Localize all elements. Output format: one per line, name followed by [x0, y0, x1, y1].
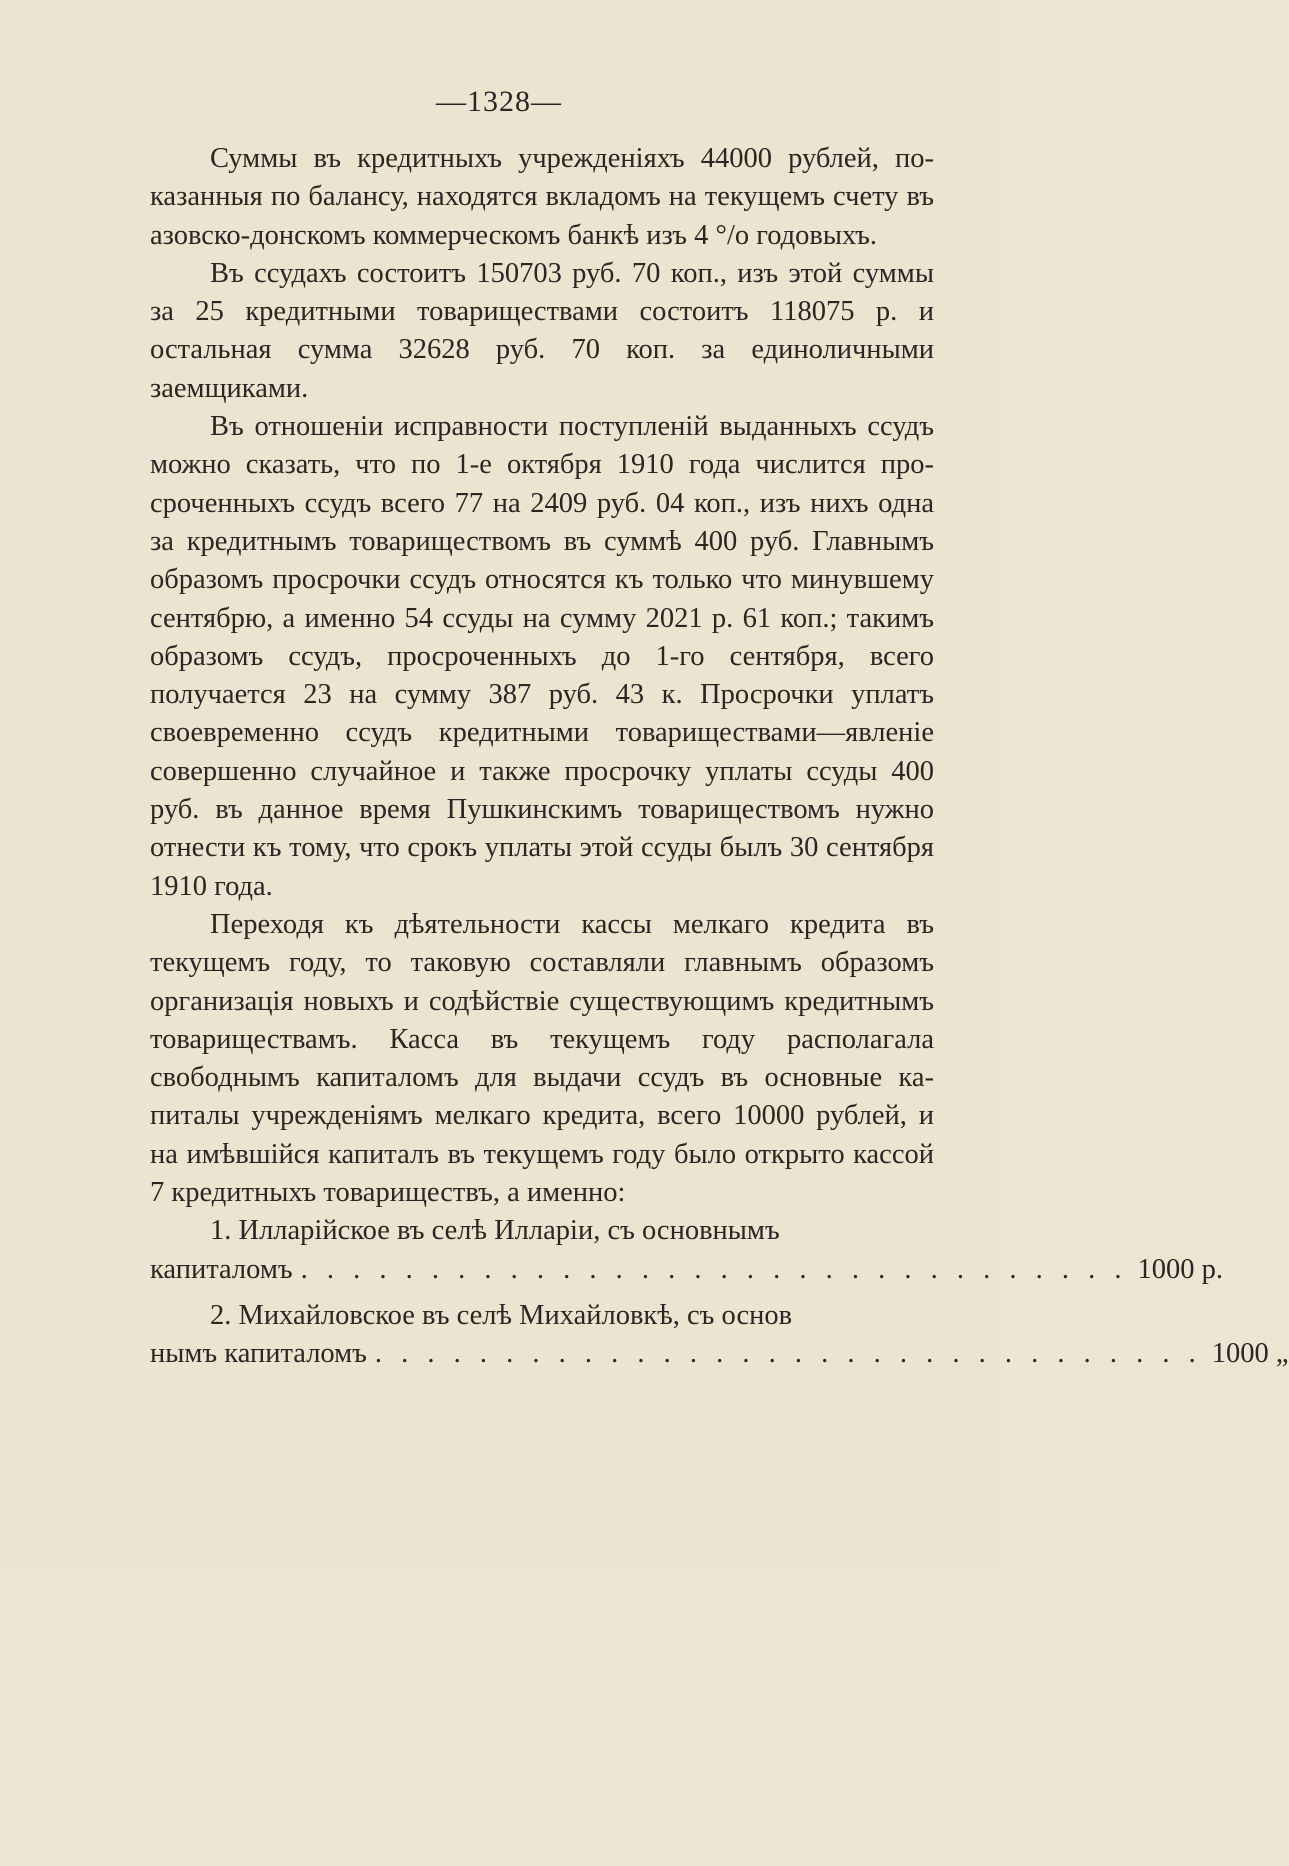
page-body — [150, 140, 1289, 1374]
list-item-title: 2. Михайловское въ селѣ Михайловкѣ, съ основ — [210, 1299, 793, 1331]
paragraph-loans: Въ ссудахъ состоитъ 150703 руб. 70 коп., изъ этой суммы за 25 кредитными товариществами состоитъ 118075 р. и остальная сумма 32628 руб. 70 коп. за единоличными заемщиками. — [150, 257, 934, 404]
list-item-continuation: капиталомъ — [150, 1253, 293, 1285]
list-item-illariyskoe — [150, 1212, 1223, 1289]
paragraph-small-credit-activity: Переходя къ дѣятельности кассы мелкаго кредита въ текущемъ году, то таковую составляли главнымъ образомъ организація новыхъ и содѣйствіе существующимъ кредитнымъ товариществамъ. Касса въ текущемъ году располагала свободнымъ капиталомъ для выдачи ссудъ въ основные капиталы учрежденіямъ мелкаго кредита, всего 10000 рублей, и на имѣвшійся капиталъ въ текущемъ году было открыто кассой 7 кредитныхъ товариществъ, а именно: — [150, 908, 934, 1209]
list-item-title: 1. Илларійское въ селѣ Илларіи, съ основнымъ — [210, 1215, 780, 1247]
list-item-amount-line — [150, 1335, 1289, 1373]
paragraph-overdue-loans: Въ отношеніи исправности поступленій выданныхъ ссудъ можно сказать, что по 1-е октября 1910 года числится просроченныхъ ссудъ всего 77 на 2409 руб. 04 коп., изъ нихъ одна за кредитнымъ товариществомъ въ суммѣ 400 руб. Главнымъ образомъ просрочки ссудъ относятся къ только что минувшему сентябрю, а именно 54 ссуды на сумму 2021 р. 61 коп.; такимъ образомъ ссудъ, просроченныхъ до 1-го сентября, всего получается 23 на сумму 387 руб. 43 к. Просрочки уплатъ своевременно ссудъ кредитными товариществами—явленіе совершенно случайное и также просрочку уплаты ссуды 400 руб. въ данное время Пушкинскимъ товариществомъ нужно отнести къ тому, что срокъ уплаты этой ссуды былъ 30 сентября 1910 года. — [150, 411, 934, 902]
paragraph-credit-institutions: Суммы въ кредитныхъ учрежденіяхъ 44000 рублей, показанныя по балансу, находятся вкладомъ на текущемъ счету въ азовско-донскомъ коммерческомъ банкѣ изъ 4 °/о годовыхъ. — [150, 143, 934, 251]
dot-leader: . . . . . . . . . . . . . . . . . . . . . . . . . . . . . . . . — [374, 1338, 1202, 1370]
dot-leader: . . . . . . . . . . . . . . . . . . . . . . . . . . . . . . . . — [300, 1253, 1128, 1285]
list-item-mikhaylovskoe — [150, 1297, 1289, 1374]
list-item-amount: 1000 „ — [1211, 1338, 1289, 1370]
page-number: —1328— — [436, 85, 562, 118]
list-item-continuation: нымъ капиталомъ — [150, 1338, 367, 1370]
list-item-amount-line — [150, 1251, 1223, 1289]
list-item-amount: 1000 р. — [1137, 1253, 1223, 1285]
